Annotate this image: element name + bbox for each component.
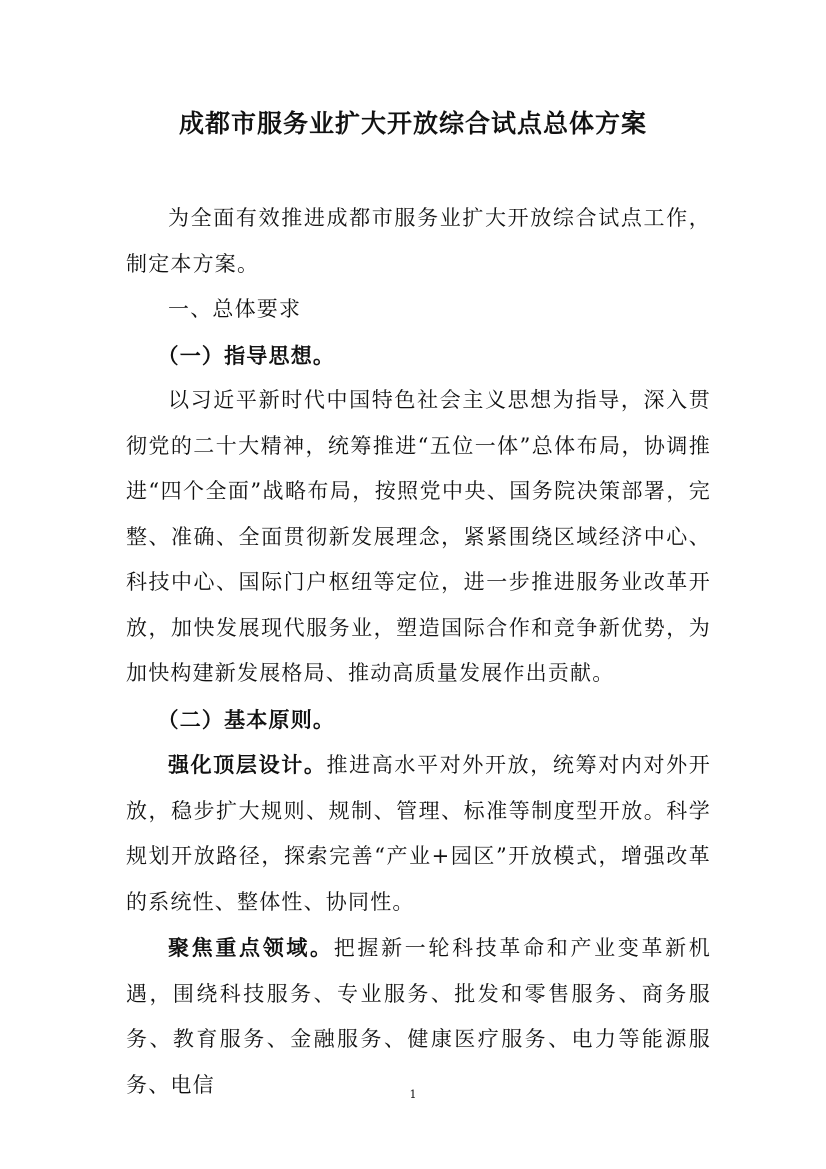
principle-paragraph-top-level-design [126,742,711,925]
subsection-heading-basic-principles: （二）基本原则。 [157,706,336,732]
subsection-heading-guiding-ideology: （一）指导思想。 [157,342,336,368]
principle-lead-key-areas: 聚焦重点领域。 [168,935,334,960]
document-body [126,196,711,1108]
principle-lead-top-level-design: 强化顶层设计。 [168,752,327,777]
principle-text-key-areas: 把握新一轮科技革命和产业变革新机遇，围绕科技服务、专业服务、批发和零售服务、商务服务、教育服务、金融服务、健康医疗服务、电力等能源服务、电信 [126,936,712,1097]
page-number: 1 [409,1088,417,1101]
section-heading-general-requirements: 一、总体要求 [168,297,302,321]
document-title: 成都市服务业扩大开放综合试点总体方案 [178,109,647,138]
principle-paragraph-key-areas [126,925,711,1108]
principle-text-top-level-design: 推进高水平对外开放，统筹对内对外开放，稳步扩大规则、规制、管理、标准等制度型开放。科学规划开放路径，探索完善“产业+园区”开放模式，增强改革的系统性、整体性、协同性。 [126,753,711,914]
guiding-ideology-paragraph: 以习近平新时代中国特色社会主义思想为指导，深入贯彻党的二十大精神，统筹推进“五位一体”总体布局，协调推进“四个全面”战略布局，按照党中央、国务院决策部署，完整、准确、全面贯彻新发展理念，紧紧围绕区域经济中心、科技中心、国际门户枢纽等定位，进一步推进服务业改革开放，加快发展现代服务业，塑造国际合作和竞争新优势，为加快构建新发展格局、推动高质量发展作出贡献。 [126,388,711,685]
intro-paragraph: 为全面有效推进成都市服务业扩大开放综合试点工作，制定本方案。 [126,206,711,276]
